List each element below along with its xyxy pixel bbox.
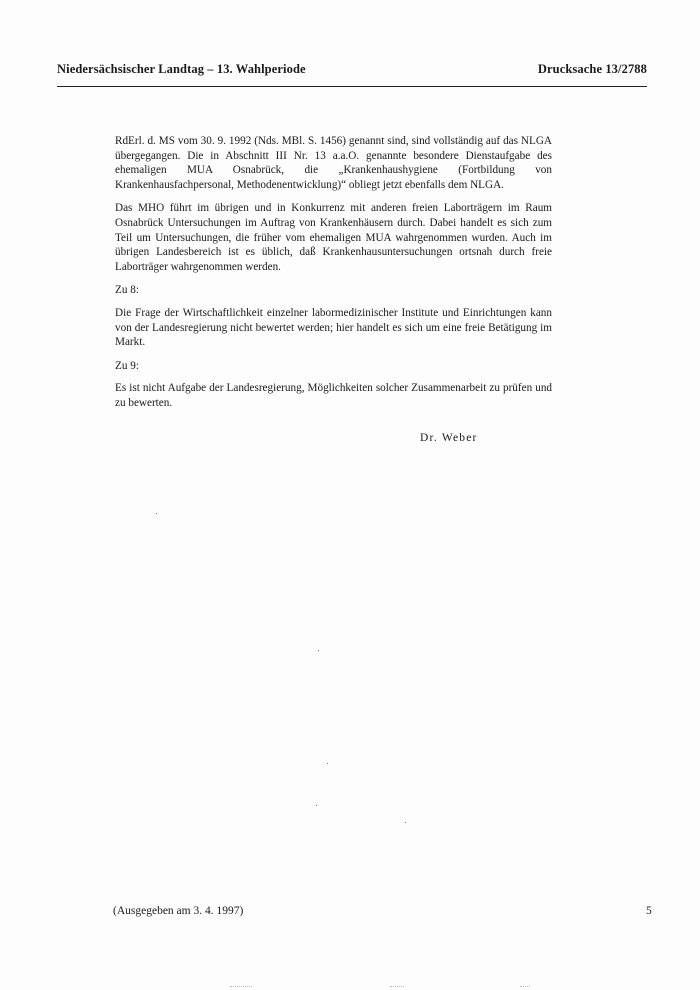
header-title: Niedersächsischer Landtag – 13. Wahlperiode (57, 62, 306, 76)
scan-speck (327, 763, 328, 764)
scan-speck (318, 650, 319, 651)
paragraph-continuation: RdErl. d. MS vom 30. 9. 1992 (Nds. MBl. S. 1456) genannt sind, sind vollständig auf das NLGA übergegangen. Die in Abschnitt III Nr. 13 a.a.O. genannte besondere Dienstaufgabe des ehemaligen MUA Osnabrück, die „Krankenhaushygiene (Fortbildung von Krankenhausfachpersonal, Methodenentwicklung)“ obliegt jetzt ebenfalls dem NLGA. (115, 135, 552, 191)
paragraph-mho: Das MHO führt im übrigen und in Konkurrenz mit anderen freien Laborträgern im Raum Osnabrück Untersuchungen im Auftrag von Krankenhäusern durch. Dabei handelt es sich zum Teil um Untersuchungen, die früher vom ehemaligen MUA wahrgenommen wurden. Auch im übrigen Landesbereich ist es üblich, daß Krankenhausuntersuchungen ortsnah durch freie Laborträger wahrgenommen werden. (115, 202, 552, 273)
paragraph-answer-8: Die Frage der Wirtschaftlichkeit einzelner labormedizinischer Institute und Einrichtungen kann von der Landesregierung nicht bewertet werden; hier handelt es sich um eine freie Betätigung im Markt. (115, 306, 552, 349)
page-number: 5 (646, 905, 652, 917)
paragraph-answer-9: Es ist nicht Aufgabe der Landesregierung, Möglichkeiten solcher Zusammenarbeit zu prüfen und zu bewerten. (115, 382, 552, 409)
signature: Dr. Weber (420, 432, 478, 444)
section-heading-9: Zu 9: (115, 359, 139, 372)
page-header (57, 58, 647, 80)
issue-date: (Ausgegeben am 3. 4. 1997) (113, 905, 244, 917)
scan-speck (405, 822, 406, 823)
scan-edge-mark (520, 986, 530, 987)
scan-speck (316, 805, 317, 806)
scan-edge-mark (230, 986, 252, 987)
document-number: Drucksache 13/2788 (537, 62, 647, 76)
scan-edge-mark (390, 986, 404, 987)
header-divider (57, 86, 647, 87)
scan-speck (156, 513, 157, 514)
document-body (115, 134, 552, 420)
section-heading-8: Zu 8: (115, 284, 139, 297)
